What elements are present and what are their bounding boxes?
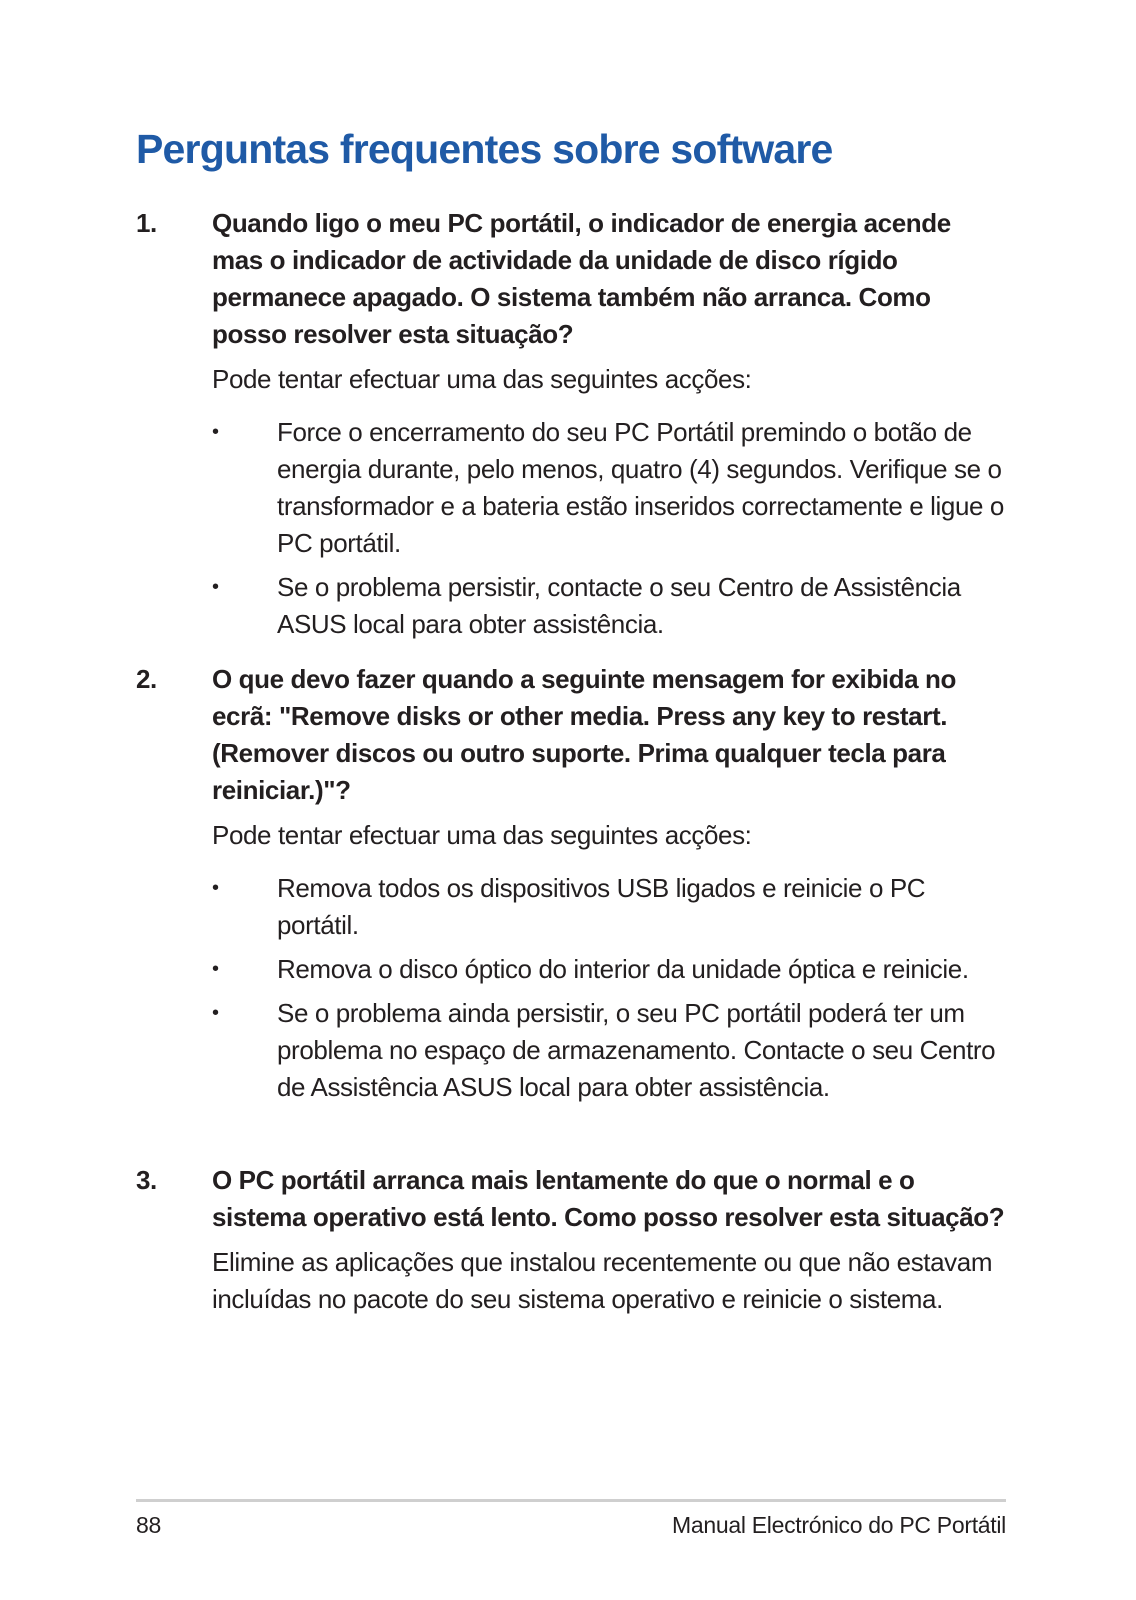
faq-answer-intro: Pode tentar efectuar uma das seguintes acções: — [212, 364, 752, 394]
faq-bullet-list — [136, 414, 1006, 643]
faq-item-3 — [136, 1162, 1006, 1318]
faq-number: 1. — [136, 208, 157, 238]
faq-question — [136, 1162, 1006, 1236]
faq-number: 3. — [136, 1165, 157, 1195]
faq-question — [136, 661, 1006, 809]
list-item: • Se o problema ainda persistir, o seu PC portátil poderá ter um problema no espaço de armazenamento. Contacte o seu Centro de Assistência ASUS local para obter assistência. — [136, 995, 1006, 1106]
faq-answer-intro: Pode tentar efectuar uma das seguintes acções: — [212, 820, 752, 850]
faq-question-text: O PC portátil arranca mais lentamente do que o normal e o sistema operativo está lento. Como posso resolver esta situação? — [212, 1165, 1005, 1232]
bullet-icon: • — [212, 1002, 219, 1024]
faq-question-text: O que devo fazer quando a seguinte mensagem for exibida no ecrã: "Remove disks or other media. Press any key to restart. (Remover discos ou outro suporte. Prima qualquer tecla para reiniciar.)"? — [212, 664, 956, 805]
faq-question-text: Quando ligo o meu PC portátil, o indicador de energia acende mas o indicador de actividade da unidade de disco rígido permanece apagado. O sistema também não arranca. Como posso resolver esta situação? — [212, 208, 951, 349]
faq-bullet-list — [136, 870, 1006, 1106]
bullet-icon: • — [212, 958, 219, 980]
bullet-icon: • — [212, 877, 219, 899]
bullet-icon: • — [212, 421, 219, 443]
bullet-icon: • — [212, 576, 219, 598]
faq-answer-text: Elimine as aplicações que instalou recentemente ou que não estavam incluídas no pacote do seu sistema operativo e reinicie o sistema. — [212, 1247, 993, 1314]
faq-item-1 — [136, 205, 1006, 643]
faq-number: 2. — [136, 664, 157, 694]
list-item: • Remova todos os dispositivos USB ligados e reinicie o PC portátil. — [136, 870, 1006, 944]
footer-divider — [136, 1499, 1006, 1502]
list-item: • Force o encerramento do seu PC Portátil premindo o botão de energia durante, pelo menos, quatro (4) segundos. Verifique se o transformador e a bateria estão inseridos correctamente e ligue o PC portátil. — [136, 414, 1006, 562]
faq-question — [136, 205, 1006, 353]
faq-item-2 — [136, 661, 1006, 1106]
list-item: • Se o problema persistir, contacte o seu Centro de Assistência ASUS local para obter assistência. — [136, 569, 1006, 643]
page-title: Perguntas frequentes sobre software — [136, 126, 833, 172]
list-item: • Remova o disco óptico do interior da unidade óptica e reinicie. — [136, 951, 1006, 988]
page-number: 88 — [136, 1512, 161, 1538]
footer-manual-title: Manual Electrónico do PC Portátil — [672, 1512, 1006, 1538]
